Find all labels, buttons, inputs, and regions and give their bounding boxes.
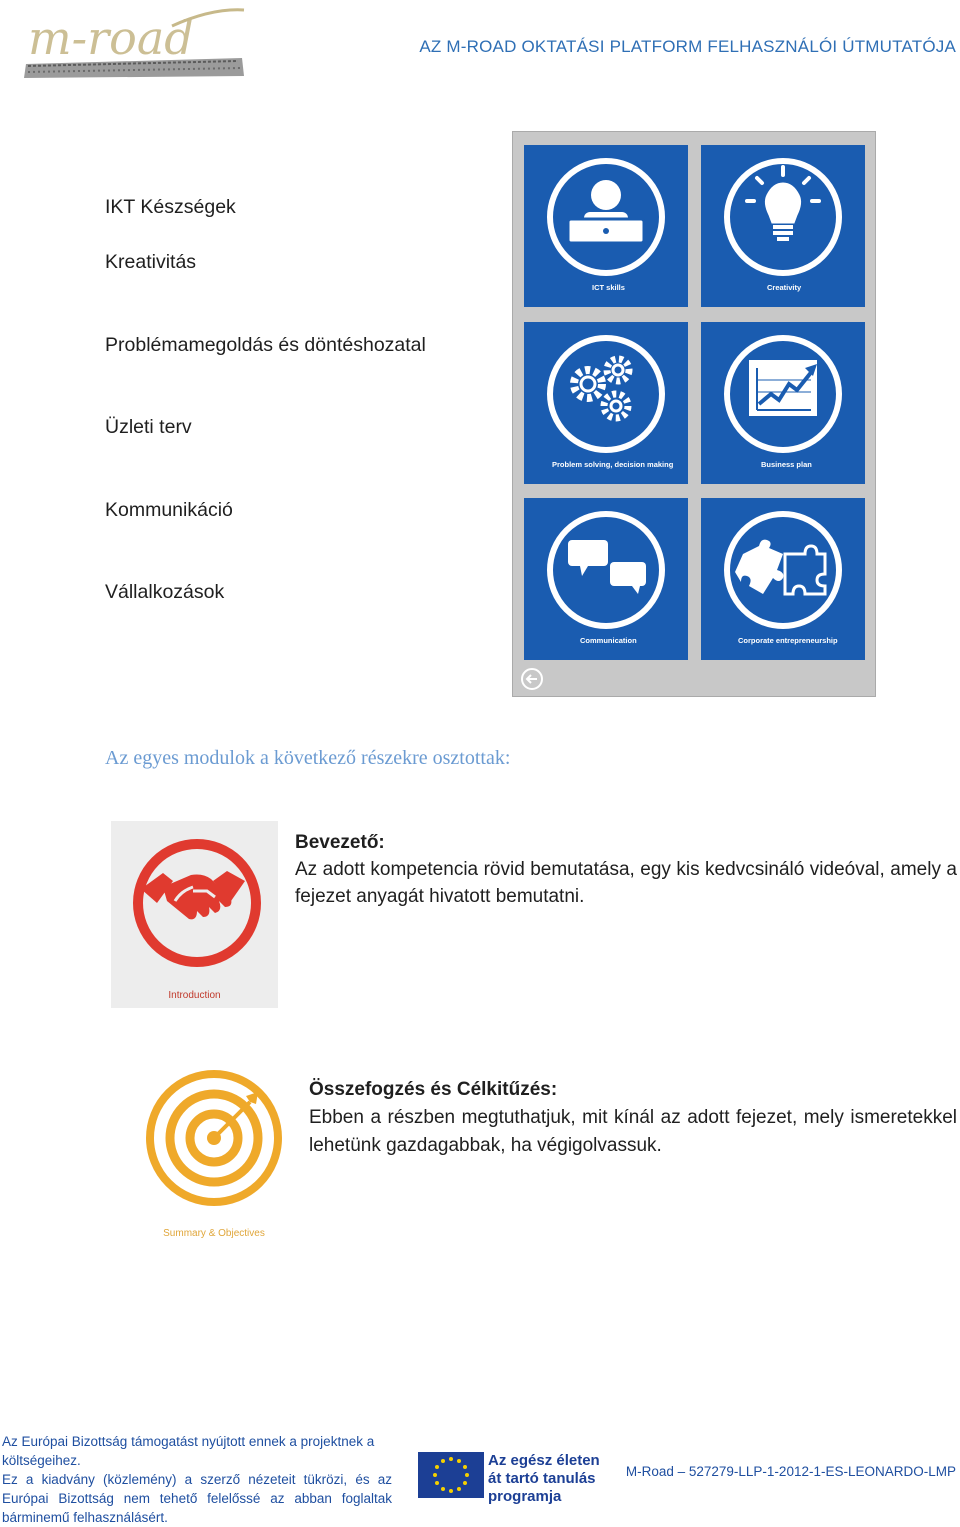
- summary-objectives-tile: [138, 1062, 290, 1242]
- person-laptop-icon: [568, 180, 644, 243]
- tile-corporate-entrepreneurship[interactable]: [701, 498, 865, 660]
- list-item: Vállalkozások: [105, 581, 225, 603]
- programme-line: programja: [488, 1488, 562, 1505]
- tile-label: Business plan: [761, 460, 812, 469]
- summary-title: Összefogzés és Célkitűzés:: [309, 1079, 558, 1100]
- disclaimer-line: bárminemű felhasználásért.: [2, 1510, 168, 1525]
- disclaimer-line: Európai Bizottság nem tehető felelőssé az abban foglaltak: [2, 1491, 392, 1506]
- svg-text:m-road: m-road: [28, 11, 194, 65]
- target-icon: [150, 1074, 278, 1202]
- tile-creativity[interactable]: [701, 145, 865, 307]
- programme-line: Az egész életen: [488, 1452, 600, 1469]
- tile-label: Corporate entrepreneurship: [738, 636, 838, 645]
- programme-line: át tartó tanulás: [488, 1470, 596, 1487]
- summary-icon-label: Summary & Objectives: [163, 1228, 265, 1239]
- list-item: Problémamegoldás és döntéshozatal: [105, 334, 426, 356]
- disclaimer-line: Az Európai Bizottság támogatást nyújtott ennek a projektnek a: [2, 1434, 375, 1449]
- disclaimer-line: költségeihez.: [2, 1453, 81, 1468]
- list-item: Kreativitás: [105, 251, 197, 273]
- lifelong-learning-programme-logo: [488, 1452, 600, 1506]
- introduction-title: Bevezető:: [295, 832, 385, 853]
- introduction-description: [295, 829, 957, 910]
- introduction-icon-label: Introduction: [168, 990, 221, 1001]
- summary-body: Ebben a részben megtuthatjuk, mit kínál az adott fejezet, mely ismeretekkel lehetünk gazdagabbak, ha végigolvassuk.: [309, 1107, 957, 1156]
- list-item: Kommunikáció: [105, 499, 233, 521]
- puzzle-icon: [735, 540, 825, 594]
- tile-business-plan[interactable]: [701, 322, 865, 484]
- gears-icon: [574, 359, 629, 418]
- summary-description: [309, 1076, 957, 1160]
- list-item: Üzleti terv: [105, 416, 192, 438]
- disclaimer-line: Ez a kiadvány (közlemény) a szerző nézeteit tükrözi, és az: [2, 1472, 392, 1487]
- introduction-tile: [111, 821, 278, 1008]
- tile-label: ICT skills: [592, 283, 625, 292]
- tile-label: Creativity: [767, 283, 802, 292]
- handshake-icon: [141, 871, 245, 919]
- introduction-body: Az adott kompetencia rövid bemutatása, egy kis kedvcsináló videóval, amely a fejezet anyagát hivatott bemutatni.: [295, 859, 957, 907]
- eu-disclaimer: [2, 1432, 392, 1527]
- tile-communication[interactable]: [524, 498, 688, 660]
- tile-ict-skills[interactable]: [524, 145, 688, 307]
- tile-problem-solving[interactable]: [524, 322, 688, 484]
- project-code: M-Road – 527279-LLP-1-2012-1-ES-LEONARDO-LMP: [625, 1464, 956, 1479]
- eu-flag-icon: [418, 1452, 484, 1498]
- lightbulb-icon: [747, 167, 819, 241]
- tile-label: Problem solving, decision making: [552, 460, 674, 469]
- m-road-logo: [22, 4, 248, 80]
- chart-icon: [749, 360, 817, 416]
- list-item: IKT Készségek: [105, 196, 236, 218]
- modules-heading: Az egyes modulok a következő részekre osztottak:: [105, 747, 511, 769]
- speech-bubbles-icon: [568, 540, 646, 594]
- back-arrow-icon[interactable]: [520, 667, 544, 691]
- tile-label: Communication: [580, 636, 637, 645]
- document-header-title: AZ M-ROAD OKTATÁSI PLATFORM FELHASZNÁLÓI ÚTMUTATÓJA: [419, 37, 956, 56]
- competency-tiles-screenshot: [512, 131, 876, 697]
